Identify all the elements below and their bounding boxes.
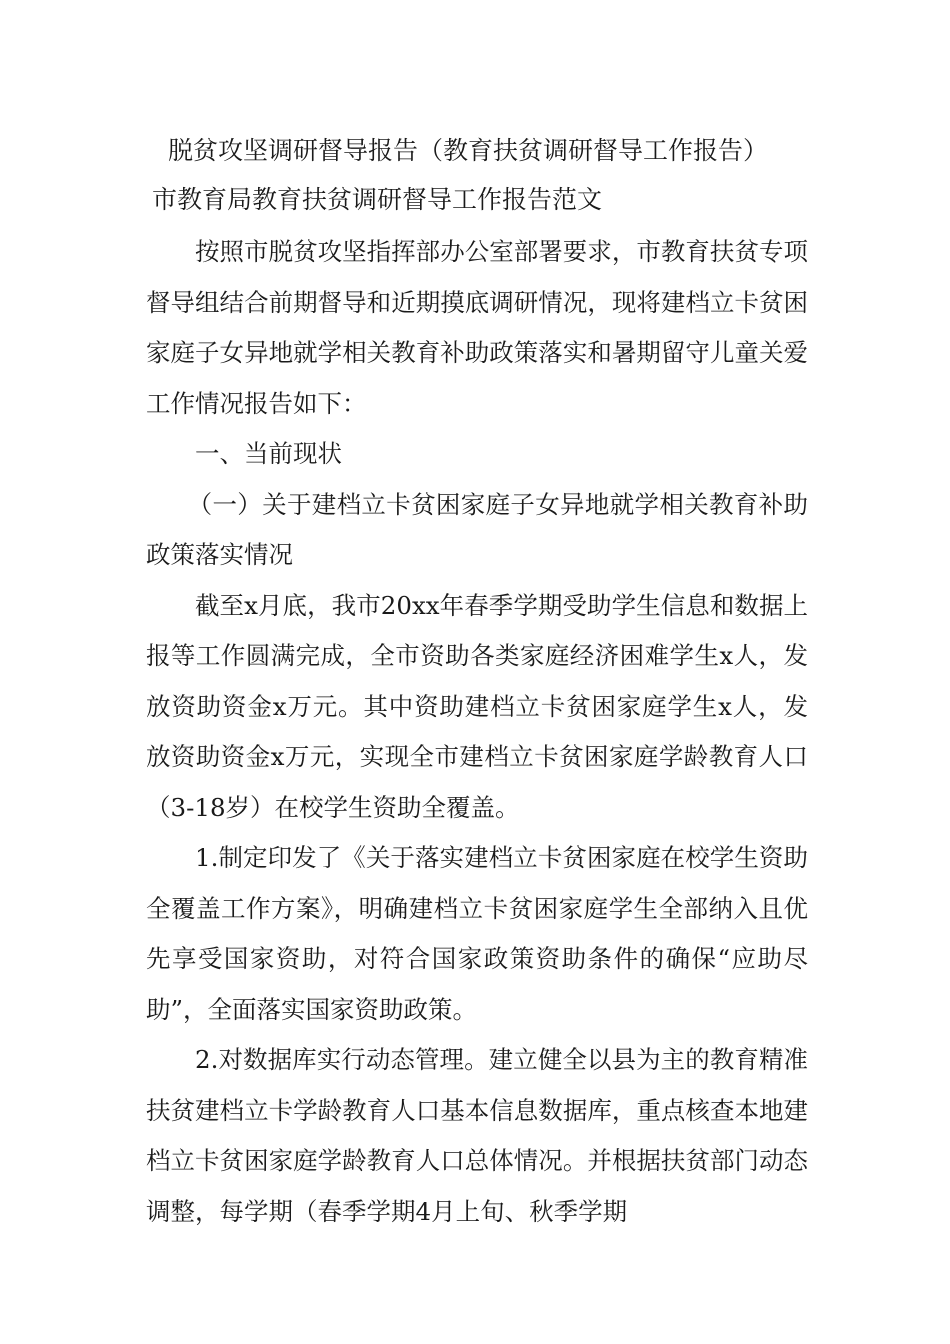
numbered-paragraph-2: 2.对数据库实行动态管理。建立健全以县为主的教育精准扶贫建档立卡学龄教育人口基本信息数据库，重点核查本地建档立卡贫困家庭学龄教育人口总体情况。并根据扶贫部门动态调整，每学期（春季学期4月上旬、秋季学期	[146, 1045, 808, 1226]
document-title: 脱贫攻坚调研督导报告（教育扶贫调研督导工作报告）	[168, 136, 769, 165]
subsection-heading: （一）关于建档立卡贫困家庭子女异地就学相关教育补助政策落实情况	[146, 489, 808, 569]
section-heading: 一、当前现状	[195, 439, 342, 468]
document-body	[146, 227, 808, 1237]
body-paragraph: 截至x月底，我市20xx年春季学期受助学生信息和数据上报等工作圆满完成，全市资助各类家庭经济困难学生x人，发放资助资金x万元。其中资助建档立卡贫困家庭学生x人，发放资助资金x万元，实现全市建档立卡贫困家庭学龄教育人口（3-18岁）在校学生资助全覆盖。	[146, 590, 808, 822]
numbered-paragraph-1: 1.制定印发了《关于落实建档立卡贫困家庭在校学生资助全覆盖工作方案》，明确建档立卡贫困家庭学生全部纳入且优先享受国家资助，对符合国家政策资助条件的确保“应助尽助”，全面落实国家资助政策。	[146, 843, 808, 1024]
intro-paragraph: 按照市脱贫攻坚指挥部办公室部署要求，市教育扶贫专项督导组结合前期督导和近期摸底调研情况，现将建档立卡贫困家庭子女异地就学相关教育补助政策落实和暑期留守儿童关爱工作情况报告如下：	[146, 237, 808, 418]
document-subtitle: 市教育局教育扶贫调研督导工作报告范文	[152, 185, 603, 214]
